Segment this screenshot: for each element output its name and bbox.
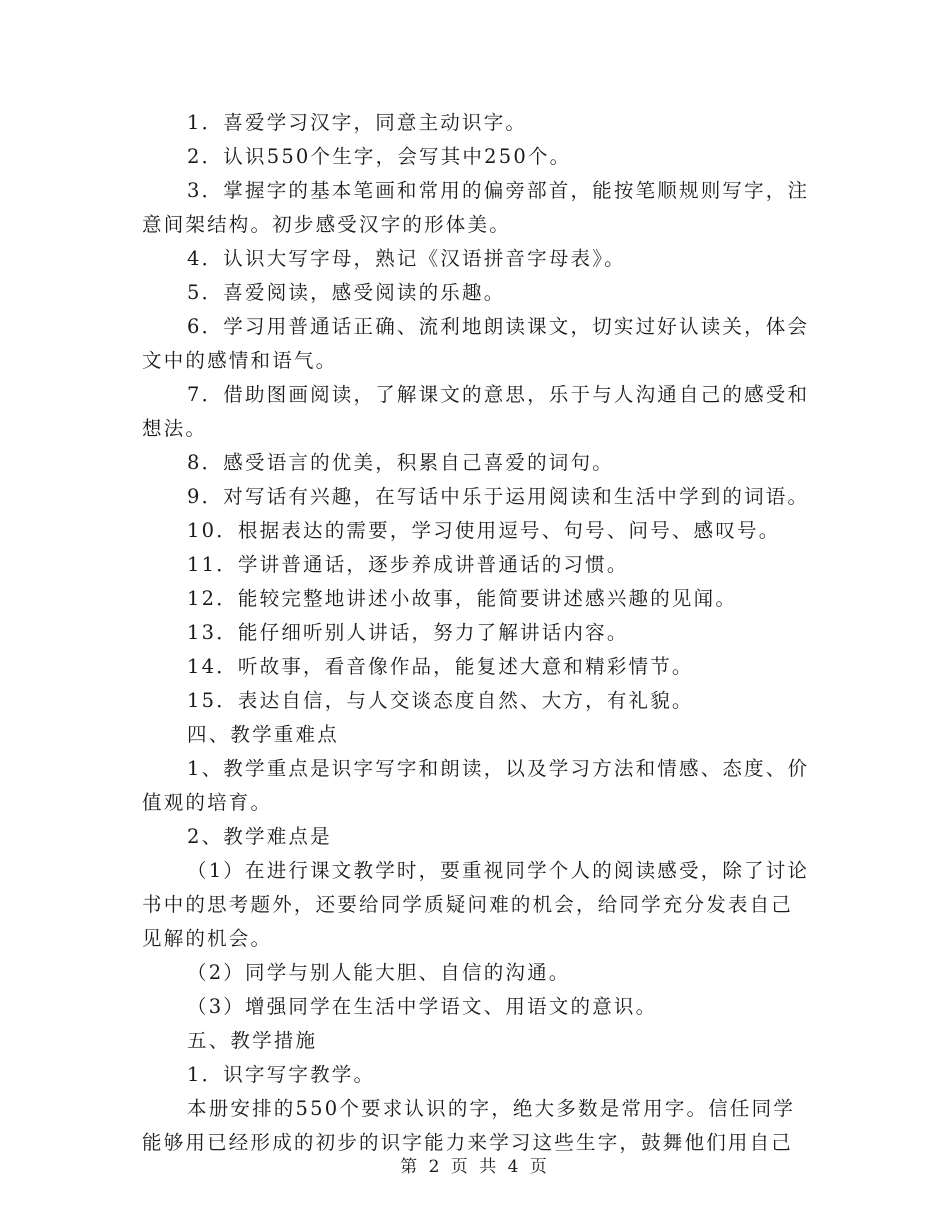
text-line: 10．根据表达的需要，学习使用逗号、句号、问号、感叹号。 (187, 519, 781, 542)
text-line: 1．识字写字教学。 (187, 1063, 376, 1086)
text-line: 2、教学难点是 (187, 825, 332, 848)
text-line: 8．感受语言的优美，积累自己喜爱的词句。 (187, 451, 614, 474)
text-line: 15．表达自信，与人交谈态度自然、大方，有礼貌。 (187, 689, 694, 712)
text-line: 12．能较完整地讲述小故事，能简要讲述感兴趣的见闻。 (187, 587, 738, 610)
text-line: 2．认识550个生字，会写其中250个。 (187, 145, 572, 168)
text-line: （1）在进行课文教学时，要重视同学个人的阅读感受，除了讨论 (187, 859, 810, 882)
text-line: 五、教学措施 (187, 1029, 318, 1052)
text-line: 想法。 (142, 417, 208, 440)
page-footer: 第 2 页 共 4 页 (400, 1157, 550, 1177)
text-line: 四、教学重难点 (187, 723, 339, 746)
text-line: 书中的思考题外，还要给同学质疑问难的机会，给同学充分发表自己 (142, 893, 794, 916)
text-line: 1、教学重点是识字写字和朗读，以及学习方法和情感、态度、价 (187, 757, 810, 780)
text-line: 13．能仔细听别人讲话，努力了解讲话内容。 (187, 621, 629, 644)
text-line: 能够用已经形成的初步的识字能力来学习这些生字，鼓舞他们用自己 (142, 1131, 794, 1154)
text-line: （3）增强同学在生活中学语文、用语文的意识。 (187, 995, 658, 1018)
text-line: 见解的机会。 (142, 927, 273, 950)
text-line: 7．借助图画阅读，了解课文的意思，乐于与人沟通自己的感受和 (187, 383, 810, 406)
text-line: 11．学讲普通话，逐步养成讲普通话的习惯。 (187, 553, 629, 576)
text-line: 5．喜爱阅读，感受阅读的乐趣。 (187, 281, 506, 304)
text-line: 9．对写话有兴趣，在写话中乐于运用阅读和生活中学到的词语。 (187, 485, 810, 508)
text-line: 4．认识大写字母，熟记《汉语拼音字母表》。 (187, 247, 626, 270)
text-line: 文中的感情和语气。 (142, 349, 338, 372)
text-line: 意间架结构。初步感受汉字的形体美。 (142, 213, 511, 236)
text-line: 1．喜爱学习汉字，同意主动识字。 (187, 111, 528, 134)
document-body (142, 106, 808, 1160)
text-line: （2）同学与别人能大胆、自信的沟通。 (187, 961, 571, 984)
text-line: 3．掌握字的基本笔画和常用的偏旁部首，能按笔顺规则写字，注 (187, 179, 810, 202)
text-line: 本册安排的550个要求认识的字，绝大多数是常用字。信任同学 (187, 1097, 796, 1120)
text-line: 6．学习用普通话正确、流利地朗读课文，切实过好认读关，体会 (187, 315, 810, 338)
text-line: 14．听故事，看音像作品，能复述大意和精彩情节。 (187, 655, 694, 678)
text-line: 值观的培育。 (142, 791, 273, 814)
